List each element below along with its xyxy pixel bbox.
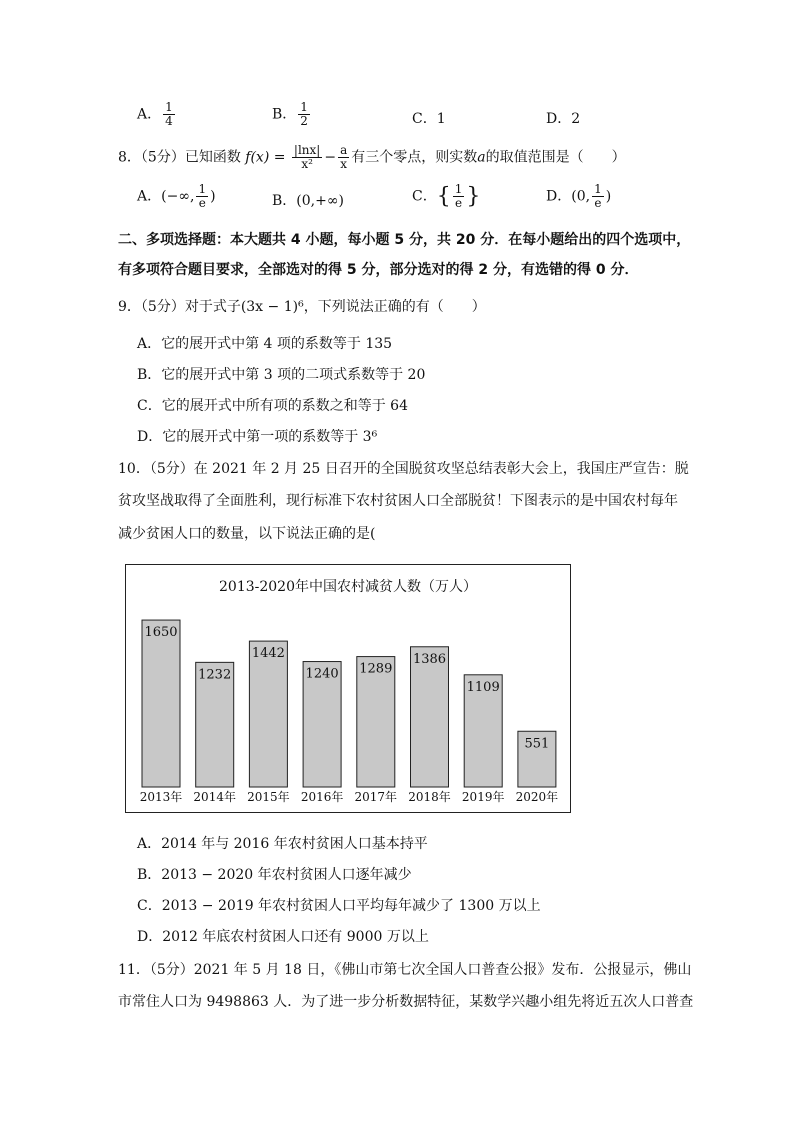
interval-open: (−∞,: [161, 188, 195, 205]
bar-value-label: 1232: [198, 667, 232, 683]
q8-suffix: 有三个零点，则实数: [351, 149, 478, 166]
fraction-numerator: 1: [165, 100, 173, 114]
x-tick-label: 2019年: [461, 790, 505, 804]
q8-option-c: [412, 183, 480, 210]
q11-line1: 11．（5分）2021 年 5 月 18 日，《佛山市第七次全国人口普查公报》发布．公报显示，佛山: [118, 962, 692, 978]
fraction-denominator: e: [454, 196, 463, 210]
x-tick-label: 2018年: [408, 790, 451, 804]
chart-title: 2013-2020年中国农村减贫人数（万人）: [219, 579, 477, 595]
minus-sign: −: [324, 149, 337, 166]
bar-value-label: 1289: [359, 661, 393, 677]
q10-line1: 10．（5分）在 2021 年 2 月 25 日召开的全国脱贫攻坚总结表彰大会上，我国庄严宣告：脱: [118, 461, 689, 477]
q8-prefix: 8．（5分）已知函数: [118, 149, 241, 166]
fraction-denominator: e: [594, 196, 602, 210]
fraction-denominator: e: [198, 196, 206, 210]
q10-option-c: C．2013 − 2019 年农村贫困人口平均每年减少了 1300 万以上: [137, 898, 541, 914]
q10-option-a: A．2014 年与 2016 年农村贫困人口基本持平: [137, 836, 428, 852]
bar-value-label: 1442: [251, 646, 285, 662]
interval-close: ): [605, 188, 612, 205]
interval-open: (0,: [571, 188, 591, 205]
x-tick-label: 2013年: [139, 790, 183, 804]
bar-2013年: [142, 620, 180, 787]
fraction-denominator: 4: [165, 114, 173, 128]
bar-value-label: 1240: [305, 666, 339, 682]
section2-line1: 二、多项选择题：本大题共 4 小题，每小题 5 分，共 20 分．在每小题给出的四个选项中，: [118, 232, 691, 248]
bar-value-label: 1386: [412, 651, 447, 667]
q9-option-c: C．它的展开式中所有项的系数之和等于 64: [137, 398, 408, 414]
bar-chart-frame: [125, 564, 571, 813]
fraction-denominator: x²: [301, 157, 313, 171]
q10-line2: 贫攻坚战取得了全面胜利，现行标准下农村贫困人口全部脱贫！下图表示的是中国农村每年: [118, 493, 678, 509]
fraction: [196, 183, 208, 210]
q8-suffix2: 的取值范围是（ ）: [485, 149, 626, 166]
q10-option-b: B．2013 − 2020 年农村贫困人口逐年减少: [137, 867, 412, 883]
fraction-numerator: 1: [198, 182, 207, 196]
q7-option-a: [137, 101, 177, 128]
q8-function-name: f(x) =: [245, 149, 286, 166]
q10-line3: 减少贫困人口的数量，以下说法正确的是(: [118, 526, 376, 542]
q8-variable: a: [477, 149, 486, 166]
bar-chart: [126, 565, 570, 812]
option-label: C．: [412, 188, 437, 205]
q7-option-c: C．1: [412, 111, 446, 127]
q11-line2: 市常住人口为 9498863 人．为了进一步分析数据特征，某数学兴趣小组先将近五次人口普查: [118, 994, 694, 1010]
fraction-denominator: 2: [300, 114, 308, 128]
q8-stem: [118, 144, 626, 171]
q9-option-d: D．它的展开式中第一项的系数等于 3⁶: [137, 429, 378, 445]
x-tick-label: 2015年: [247, 790, 290, 804]
q9-option-a: A．它的展开式中第 4 项的系数等于 135: [137, 336, 393, 352]
fraction-numerator: 1: [454, 182, 463, 196]
fraction: [163, 101, 175, 128]
q7-option-d: D．2: [546, 111, 581, 127]
fraction: [453, 183, 465, 210]
q8-option-d: [546, 183, 611, 210]
q10-option-d: D．2012 年底农村贫困人口还有 9000 万以上: [137, 929, 429, 945]
fraction-numerator: 1: [300, 100, 308, 114]
interval-close: ): [210, 188, 216, 205]
fraction: [338, 144, 349, 171]
fraction-numerator: a: [340, 143, 348, 157]
x-tick-label: 2016年: [300, 790, 344, 804]
bar-value-label: 1109: [466, 679, 500, 695]
fraction: [292, 144, 322, 171]
bar-value-label: 1650: [144, 625, 178, 641]
bar-2015年: [249, 641, 287, 787]
option-label: A．: [137, 188, 162, 205]
x-tick-label: 2014年: [193, 790, 236, 804]
bar-value-label: 551: [524, 736, 550, 752]
option-label: A．: [137, 106, 162, 123]
left-brace: {: [436, 184, 451, 209]
x-tick-label: 2020年: [515, 790, 559, 804]
fraction-numerator: |lnx|: [293, 143, 321, 157]
fraction: [592, 183, 604, 210]
q7-option-b: [272, 101, 312, 128]
bar-2018年: [411, 647, 449, 787]
option-label: B．: [272, 106, 297, 123]
q8-option-a: [137, 183, 216, 210]
x-tick-label: 2017年: [354, 790, 398, 804]
q9-option-b: B．它的展开式中第 3 项的二项式系数等于 20: [137, 367, 426, 383]
fraction: [298, 101, 310, 128]
option-label: D．: [546, 188, 572, 205]
fraction-numerator: 1: [594, 182, 602, 196]
q8-option-b: B．(0,+∞): [272, 193, 344, 209]
q9-stem: 9．（5分）对于式子(3x − 1)⁶，下列说法正确的有（ ）: [118, 299, 486, 315]
fraction-denominator: x: [340, 157, 348, 171]
right-brace: }: [466, 184, 481, 209]
section2-line2: 有多项符合题目要求，全部选对的得 5 分，部分选对的得 2 分，有选错的得 0 分．: [118, 262, 639, 278]
bars-group: [140, 620, 558, 804]
